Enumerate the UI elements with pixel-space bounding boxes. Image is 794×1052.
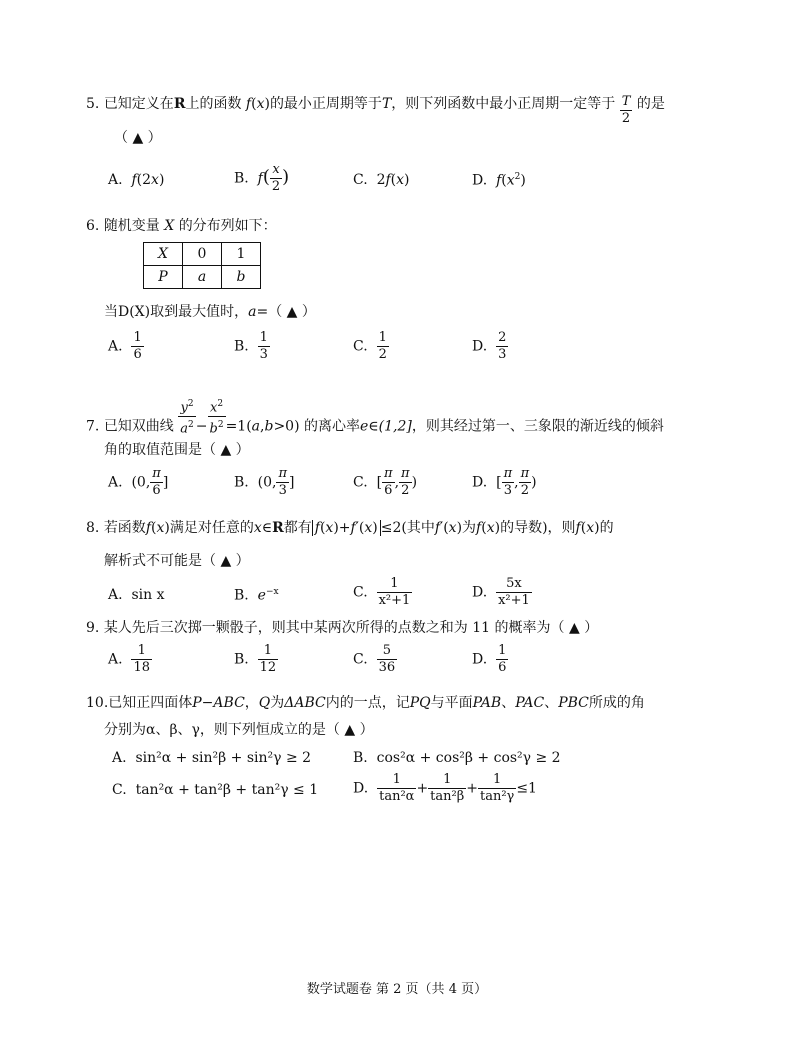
q7-option-b: B. (0, $\frac{\pi}{3}$ ] [234, 466, 295, 498]
q10-stem: 10.已知正四面体P−ABC，Q为ΔABC内的一点，记PQ与平面PAB、PAC、PBC所成的角 [86, 695, 645, 711]
q7-stem: 7. 已知双曲线 $\frac{y^2}{a^2}$ − $\frac{x^2}{b^2}$ =1(a,b>0) 的离心率e∈(1,2]，则其经过第一、三象限的渐近线的倾斜 [86, 399, 664, 437]
q8-option-c: C. $\frac{1}{\text{x²+1}}$ [353, 576, 411, 608]
table-cell: X [144, 243, 183, 266]
q10-option-c: C. tan²α + tan²β + tan²γ ≤ 1 [112, 782, 319, 798]
q6-option-b: B. $\frac{1}{3}$ [234, 330, 268, 362]
q10-option-b: B. cos²α + cos²β + cos²γ ≥ 2 [353, 750, 561, 766]
q6-stem: 6. 随机变量 X 的分布列如下： [86, 218, 277, 234]
q10-option-a: A. sin²α + sin²β + sin²γ ≥ 2 [112, 750, 312, 766]
q5-option-b: B. f( $\frac{x}{2}$ ) [234, 162, 290, 194]
q5-option-d: D. $f(x^2)$ [472, 172, 526, 189]
q8-line2: 解析式不可能是（ ▲ ） [104, 553, 250, 569]
q5-stem: 5. 已知定义在R上的函数 f(x)的最小正周期等于T，则下列函数中最小正周期一定等于 $\frac{T}{2}$ 的是 [86, 94, 665, 126]
q6-option-d: D. $\frac{2}{3}$ [472, 330, 507, 362]
q9-stem: 9. 某人先后三次掷一颗骰子，则其中某两次所得的点数之和为 11 的概率为（ ▲ ） [86, 620, 599, 636]
q5-option-c: C. 2f(x) [353, 172, 410, 188]
q9-option-a: A. $\frac{1}{18}$ [108, 643, 151, 675]
q6-option-c: C. $\frac{1}{2}$ [353, 330, 387, 362]
q8-stem: 8. 若函数f(x)满足对任意的x∈R都有 f(x)+f′(x) ≤2(其中f′(x)为f(x)的导数)，则f(x)的 [86, 520, 614, 536]
q6-condition: 当D(X)取到最大值时，a=（ ▲ ） [104, 304, 316, 320]
q7-option-c: C. [ $\frac{\pi}{6}$ , $\frac{\pi}{2}$ ) [353, 466, 418, 498]
q10-line2: 分别为α、β、γ，则下列恒成立的是（ ▲ ） [104, 722, 374, 738]
q7-line2: 角的取值范围是（ ▲ ） [104, 442, 250, 458]
q9-option-d: D. $\frac{1}{6}$ [472, 643, 507, 675]
q5-blank: （ ▲ ） [114, 130, 162, 146]
table-cell: P [144, 266, 183, 289]
table-cell: a [183, 266, 222, 289]
q10-option-d: D. $\frac{1}{\text{tan²α}}$ + $\frac{1}{\text{tan²β}}$ + $\frac{1}{\text{tan²γ}}$ ≤1 [353, 772, 537, 804]
distribution-table [143, 242, 261, 289]
page-footer: 数学试题卷 第 2 页（共 4 页） [306, 982, 488, 997]
q9-option-c: C. $\frac{5}{36}$ [353, 643, 396, 675]
q9-option-b: B. $\frac{1}{12}$ [234, 643, 277, 675]
q8-option-a: A. sin x [108, 587, 165, 603]
q7-option-d: D. [ $\frac{\pi}{3}$ , $\frac{\pi}{2}$ ) [472, 466, 537, 498]
q5-option-a: A. f(2x) [108, 172, 165, 188]
table-cell: 1 [222, 243, 261, 266]
q7-option-a: A. (0, $\frac{\pi}{6}$ ] [108, 466, 169, 498]
q8-option-b: B. $e^{-x}$ [234, 587, 279, 604]
q6-option-a: A. $\frac{1}{6}$ [108, 330, 142, 362]
table-cell: b [222, 266, 261, 289]
table-cell: 0 [183, 243, 222, 266]
q8-option-d: D. $\frac{5x}{\text{x²+1}}$ [472, 576, 530, 608]
